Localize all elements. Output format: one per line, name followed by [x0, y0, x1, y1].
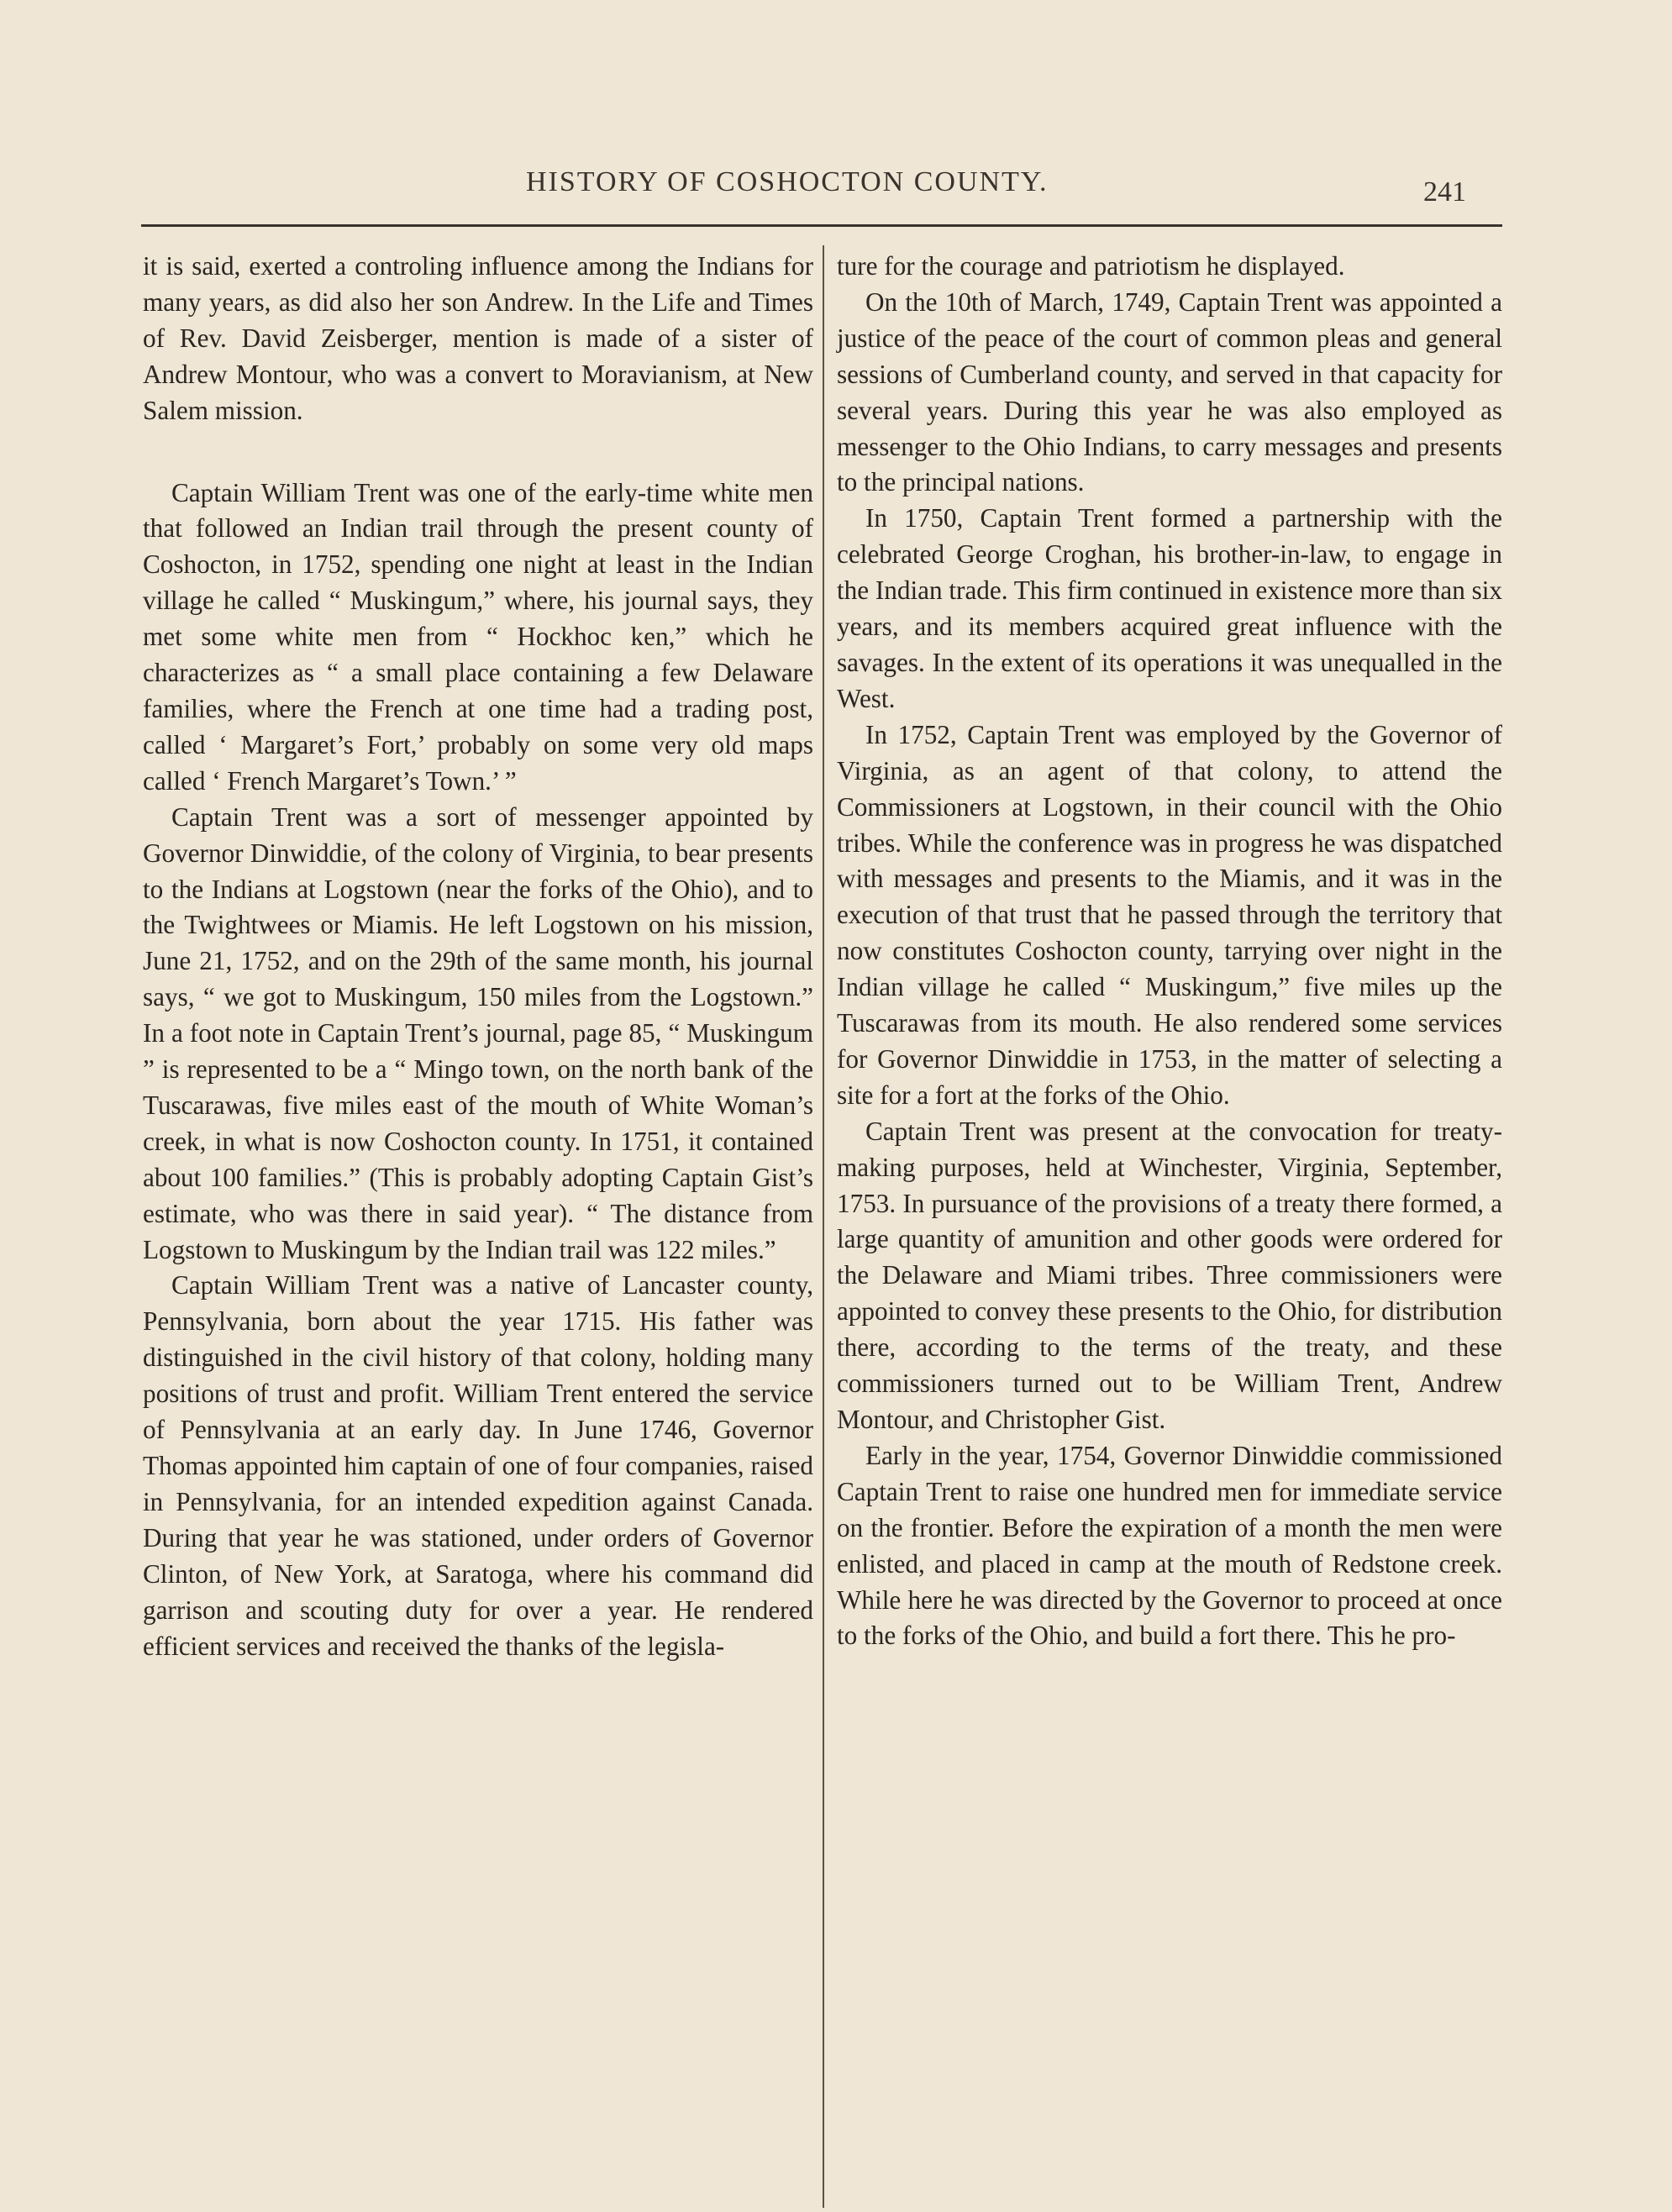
right-column	[837, 249, 1502, 1654]
left-column	[143, 249, 813, 1664]
paragraph: In 1750, Captain Trent formed a partnership with the celebrated George Croghan, his brother-in-law, to engage in the Indian trade. This firm continued in existence more than six years, and its members acquired great influence with the savages. In the extent of its operations it was unequalled in the West.	[837, 503, 1502, 713]
paragraph: Captain Trent was present at the convocation for treaty-making purposes, held at Winchester, Virginia, September, 1753. In pursuance of the provisions of a treaty there formed, a large quantity of amunition and other goods were ordered for the Delaware and Miami tribes. Three commissioners were appointed to convey these presents to the Ohio, for distribution there, according to the terms of the treaty, and these commissioners turned out to be William Trent, Andrew Montour, and Christopher Gist.	[837, 1116, 1502, 1434]
section-break	[143, 429, 813, 476]
running-head: HISTORY OF COSHOCTON COUNTY.	[526, 166, 1049, 197]
paragraph: ture for the courage and patriotism he displayed.	[837, 251, 1345, 281]
header-rule	[141, 224, 1502, 227]
paragraph: In 1752, Captain Trent was employed by the Governor of Virginia, as an agent of that colony, to attend the Commissioners at Logstown, in their council with the Ohio tribes. While the conference was in progress he was dispatched with messages and presents to the Miamis, and it was in the execution of that trust that he passed through the territory that now constitutes Coshocton county, tarrying over night in the Indian village he called “ Muskingum,” five miles up the Tuscarawas from its mouth. He also rendered some services for Governor Dinwiddie in 1753, in the matter of selecting a site for a fort at the forks of the Ohio.	[837, 719, 1502, 1110]
page-number: 241	[1423, 176, 1466, 208]
paragraph: it is said, exerted a controling influence among the Indians for many years, as did also her son Andrew. In the Life and Times of Rev. David Zeisberger, mention is made of a sister of Andrew Montour, who was a convert to Moravianism, at New Salem mission.	[143, 251, 813, 425]
page-header	[0, 166, 1672, 217]
paragraph: On the 10th of March, 1749, Captain Trent was appointed a justice of the peace of the court of common pleas and general sessions of Cumberland county, and served in that capacity for several years. During this year he was also employed as messenger to the Ohio Indians, to carry messages and presents to the principal nations.	[837, 286, 1502, 497]
paragraph: Captain William Trent was one of the early-time white men that followed an Indian trail through the present county of Coshocton, in 1752, spending one night at least in the Indian village he called “ Muskingum,” where, his journal says, they met some white men from “ Hockhoc ken,” which he characterizes as “ a small place containing a few Delaware families, where the French at one time had a trading post, called ‘ Margaret’s Fort,’ probably on some very old maps called ‘ French Margaret’s Town.’ ”	[143, 477, 813, 796]
paragraph: Captain William Trent was a native of Lancaster county, Pennsylvania, born about the year 1715. His father was distinguished in the civil history of that colony, holding many positions of trust and profit. William Trent entered the service of Pennsylvania at an early day. In June 1746, Governor Thomas appointed him captain of one of four companies, raised in Pennsylvania, for an intended expedition against Canada. During that year he was stationed, under orders of Governor Clinton, of New York, at Saratoga, where his command did garrison and scouting duty for over a year. He rendered efficient services and received the thanks of the legisla-	[143, 1270, 813, 1661]
paragraph: Early in the year, 1754, Governor Dinwiddie commissioned Captain Trent to raise one hundred men for immediate service on the frontier. Before the expiration of a month the men were enlisted, and placed in camp at the mouth of Redstone creek. While here he was directed by the Governor to proceed at once to the forks of the Ohio, and build a fort there. This he pro-	[837, 1440, 1502, 1651]
paragraph: Captain Trent was a sort of messenger appointed by Governor Dinwiddie, of the colony of Virginia, to bear presents to the Indians at Logstown (near the forks of the Ohio), and to the Twightwees or Miamis. He left Logstown on his mission, June 21, 1752, and on the 29th of the same month, his journal says, “ we got to Muskingum, 150 miles from the Logstown.” In a foot note in Captain Trent’s journal, page 85, “ Muskingum ” is represented to be a “ Mingo town, on the north bank of the Tuscarawas, five miles east of the mouth of White Woman’s creek, in what is now Coshocton county. In 1751, it contained about 100 families.” (This is probably adopting Captain Gist’s estimate, who was there in said year). “ The distance from Logstown to Muskingum by the Indian trail was 122 miles.”	[143, 801, 813, 1264]
column-rule	[823, 245, 824, 2208]
